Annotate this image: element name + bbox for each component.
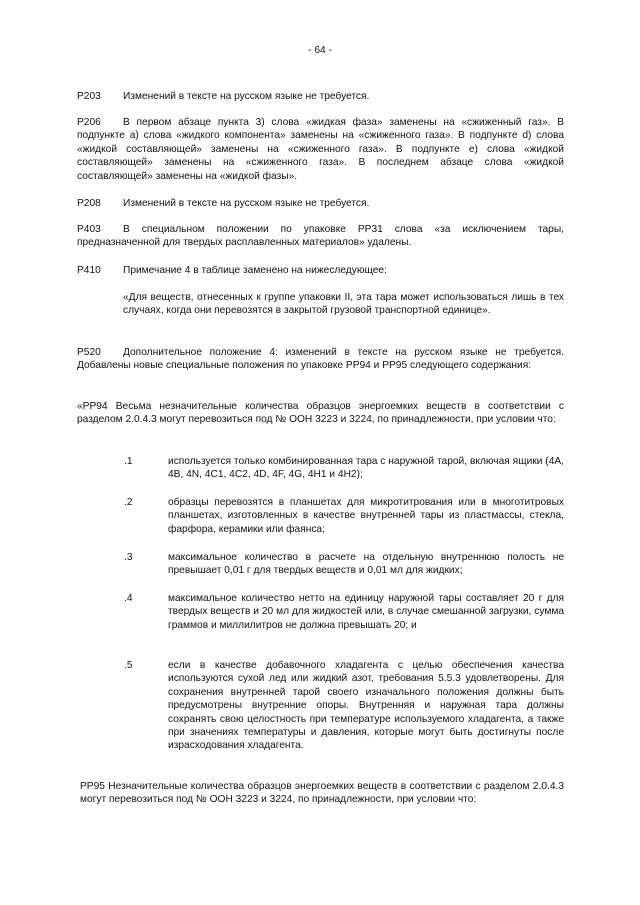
section-body: В первом абзаце пункта 3) слова «жидкая фаза» заменены на «сжиженный газ». В подпункте a) слова «жидкого компонента» заменены на «сжиженного газа». В подпункте d) слова «жидкой составляющей» заменены на «сжиженного газа». В подпункте e) слова «жидкой составляющей» заменены на «сжиженного газа». В последнем абзаце слова «жидкой составляющей» заменены на «жидкой фазы».: [77, 117, 564, 182]
section-code: P403: [77, 224, 101, 235]
section-text: Изменений в тексте на русском языке не требуется.: [123, 91, 370, 102]
list-item-text: используется только комбинированная тара с наружной тарой, включая ящики (4A, 4B, 4N, 4C1, 4C2, 4D, 4F, 4G, 4H1 и 4H2);: [168, 456, 564, 481]
list-item-number: .1: [124, 456, 133, 467]
section-code: P208: [77, 198, 101, 209]
list-item-text: максимальное количество в расчете на отдельную внутреннюю полость не превышает 0,01 г для твердых веществ и 0,01 мл для жидких;: [168, 552, 564, 577]
list-item-number: .4: [124, 593, 133, 604]
section-text: [77, 223, 564, 250]
section-body: В специальном положении по упаковке PP31 слова «за исключением тары, предназначенной для твердых расплавленных материалов» удалены.: [77, 224, 564, 249]
section-body: Дополнительное положение 4: изменений в тексте на русском языке не требуется. Добавлены новые специальные положения по упаковке PP94 и PP95 следующего содержания:: [77, 347, 564, 372]
list-item-number: .5: [124, 660, 133, 671]
page-number: - 64 -: [308, 45, 332, 56]
section-p403: [77, 223, 564, 250]
section-p208: [77, 197, 564, 210]
list-item-number: .3: [124, 552, 133, 563]
section-code: P203: [77, 91, 101, 102]
list-item-text: образцы перевозятся в планшетах для микротитрования или в многотитровых планшетах, изготовленных в качестве внутренней тары из пластмассы, стекла, фарфора, керамики или фаянса;: [168, 497, 564, 535]
section-code: P520: [77, 347, 101, 358]
section-p206: [77, 116, 564, 183]
list-item-text: если в качестве добавочного хладагента с целью обеспечения качества используются сухой лед или жидкий азот, требования 5.5.3 удовлетворены. Для сохранения внутренней тарой своего изначального положения должны быть предусмотрены внутренние опоры. Внутренняя и наружная тара должны сохранять свою целостность при температуре используемого хладагента, а также при значениях температуры и давления, которые могут быть достигнуты после израсходования хладагента.: [168, 660, 564, 752]
pp94-intro: [77, 400, 564, 427]
pp95: [80, 780, 564, 807]
list-item-text: максимальное количество нетто на единицу наружной тары составляет 20 г для твердых веществ и 20 мл для жидкостей или, в случае смешанной загрузки, сумма граммов и миллилитров не должна превышать 20; и: [168, 593, 564, 631]
section-text: [77, 346, 564, 373]
pp94-intro-text: «PP94 Весьма незначительные количества образцов энергоемких веществ в соответствии с разделом 2.0.4.3 могут перевозиться под № ООН 3223 и 3224, по принадлежности, при условии что:: [77, 401, 564, 426]
section-p520: [77, 346, 564, 373]
section-text: Изменений в тексте на русском языке не требуется.: [123, 198, 370, 209]
section-code: P206: [77, 117, 101, 128]
list-item-number: .2: [124, 497, 133, 508]
section-p203: [77, 90, 564, 103]
section-text: [77, 116, 564, 183]
section-code: P410: [77, 265, 101, 276]
pp95-text: PP95 Незначительные количества образцов энергоемких веществ в соответствии с разделом 2.0.4.3 могут перевозиться под № ООН 3223 и 3224, по принадлежности, при условии что:: [80, 781, 564, 806]
section-text: Примечание 4 в таблице заменено на нижеследующее:: [123, 265, 387, 276]
p410-quote: «Для веществ, отнесенных к группе упаковки II, эта тара может использоваться лишь в тех случаях, когда они перевозятся в закрытой грузовой транспортной единице».: [123, 292, 564, 317]
section-p410: [77, 264, 564, 277]
